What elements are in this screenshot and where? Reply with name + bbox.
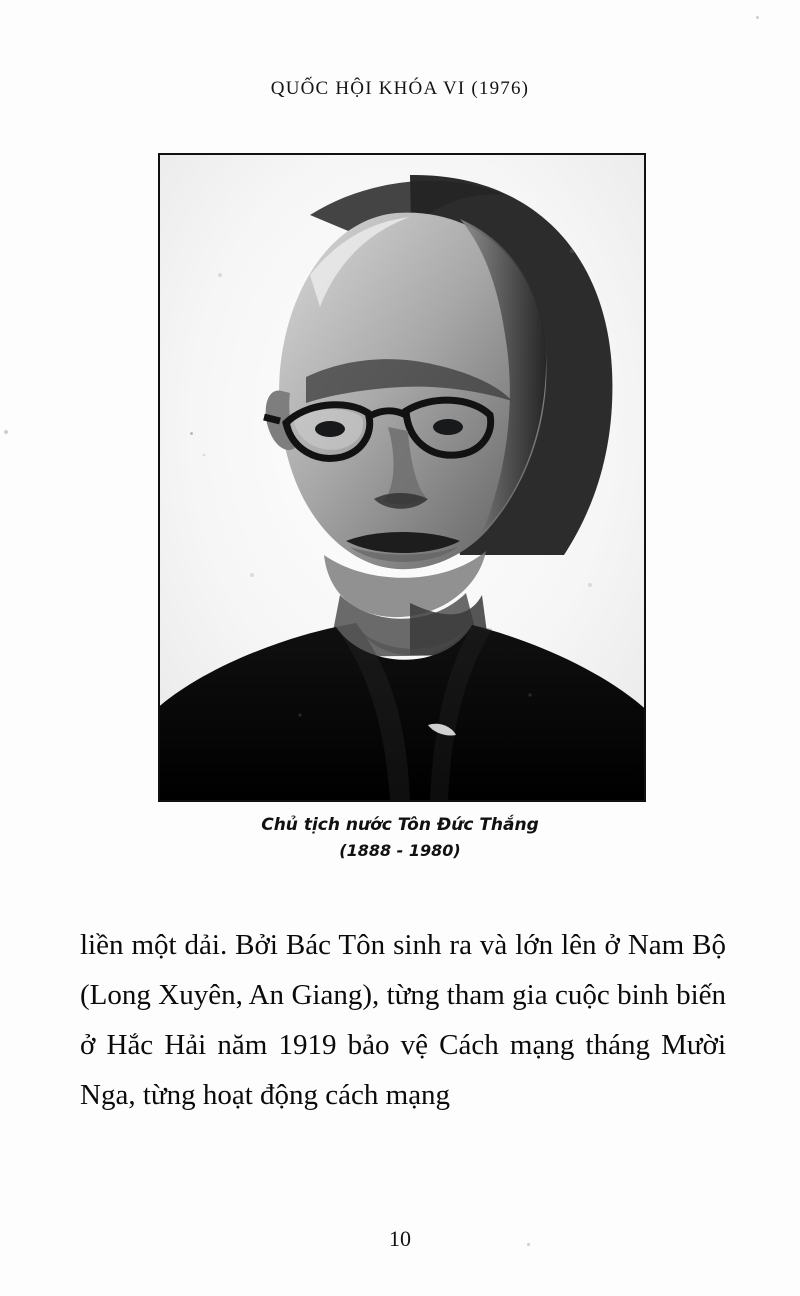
scan-speck	[190, 432, 193, 435]
page-number: 10	[389, 1226, 411, 1251]
body-text	[80, 920, 726, 1120]
portrait-image	[160, 155, 644, 800]
scan-speck	[527, 1243, 530, 1246]
portrait-figure	[158, 153, 646, 802]
figure-caption	[0, 812, 800, 864]
figure-caption-line1: Chủ tịch nước Tôn Đức Thắng	[261, 815, 539, 835]
body-paragraph: liền một dải. Bởi Bác Tôn sinh ra và lớn lên ở Nam Bộ (Long Xuyên, An Giang), từng tham gia cuộc binh biến ở Hắc Hải năm 1919 bảo vệ Cách mạng tháng Mười Nga, từng hoạt động cách mạng	[80, 929, 726, 1111]
figure-caption-line2: (1888 - 1980)	[339, 841, 461, 860]
scan-speck	[4, 430, 8, 434]
scan-speck	[756, 16, 759, 19]
running-head: QUỐC HỘI KHÓA VI (1976)	[270, 78, 530, 99]
